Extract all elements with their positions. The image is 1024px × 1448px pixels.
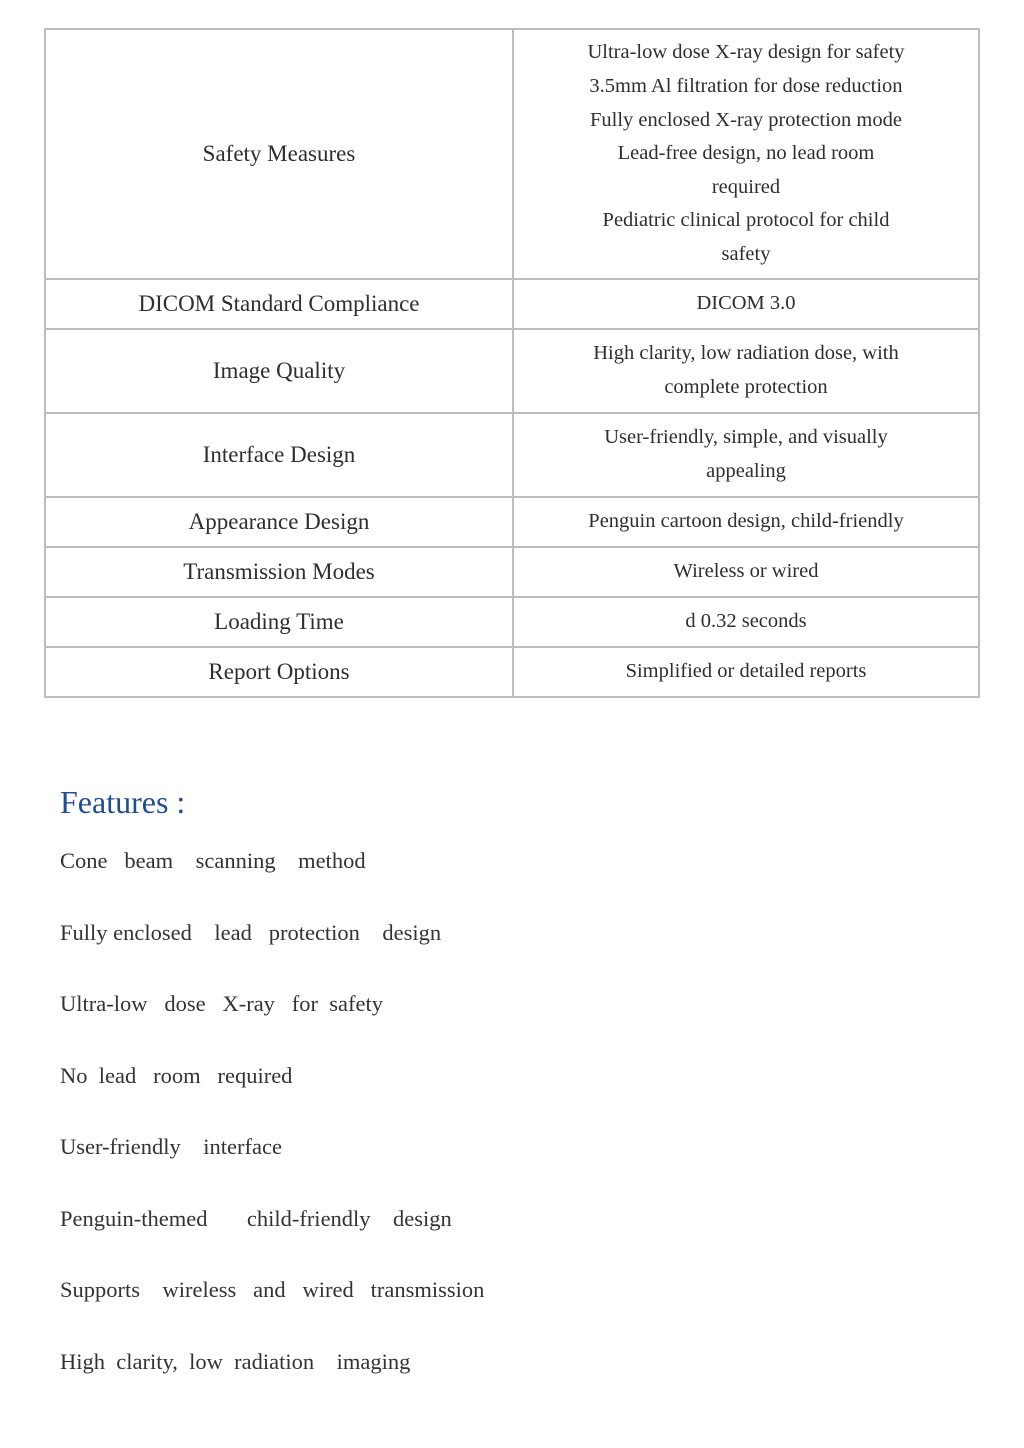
feature-item: Cone beam scanning method	[60, 848, 366, 873]
row-label: Loading Time	[45, 597, 513, 647]
value-line: High clarity, low radiation dose, with	[593, 342, 899, 365]
row-label: Interface Design	[45, 413, 513, 497]
row-value	[513, 413, 979, 497]
row-label: Report Options	[45, 647, 513, 697]
row-label: Safety Measures	[45, 29, 513, 279]
row-value	[513, 329, 979, 413]
feature-item: User-friendly interface	[60, 1134, 282, 1159]
feature-item: Supports wireless and wired transmission	[60, 1277, 485, 1302]
value-line: Fully enclosed X-ray protection mode	[590, 108, 902, 131]
value-line: safety	[721, 242, 771, 265]
value-line: d 0.32 seconds	[685, 610, 807, 633]
row-label: Transmission Modes	[45, 547, 513, 597]
feature-item: No lead room required	[60, 1062, 293, 1088]
row-value	[513, 29, 979, 279]
table-row-safety-measures	[45, 29, 979, 279]
feature-item: Ultra-low dose X-ray for safety	[60, 991, 384, 1016]
table-row-dicom-compliance	[45, 279, 979, 329]
row-value	[513, 279, 979, 329]
row-label: Image Quality	[45, 329, 513, 413]
value-line: User-friendly, simple, and visually	[604, 426, 888, 449]
value-line: Penguin cartoon design, child-friendly	[588, 510, 904, 533]
row-label: DICOM Standard Compliance	[45, 279, 513, 329]
value-line: Pediatric clinical protocol for child	[602, 209, 890, 232]
value-line: Wireless or wired	[673, 560, 819, 583]
table-row-loading-time	[45, 597, 979, 647]
row-value	[513, 497, 979, 547]
table-row-appearance-design	[45, 497, 979, 547]
value-line: Simplified or detailed reports	[625, 660, 867, 683]
row-value	[513, 597, 979, 647]
row-value	[513, 647, 979, 697]
table-row-transmission-modes	[45, 547, 979, 597]
specifications-table	[44, 28, 980, 698]
table-row-report-options	[45, 647, 979, 697]
features-heading: Features :	[60, 784, 186, 820]
row-label: Appearance Design	[45, 497, 513, 547]
value-line: 3.5mm Al filtration for dose reduction	[589, 75, 903, 98]
table-row-interface-design	[45, 413, 979, 497]
feature-item: Fully enclosed lead protection design	[60, 919, 442, 945]
value-line: Lead-free design, no lead room	[617, 142, 875, 165]
row-value	[513, 547, 979, 597]
features-list	[60, 845, 484, 1417]
value-line: required	[711, 175, 781, 198]
value-line: appealing	[706, 460, 786, 482]
value-line: complete protection	[664, 376, 828, 398]
value-line: DICOM 3.0	[696, 292, 796, 315]
feature-item: High clarity, low radiation imaging	[60, 1348, 411, 1374]
value-line: Ultra-low dose X-ray design for safety	[587, 41, 905, 64]
table-row-image-quality	[45, 329, 979, 413]
feature-item: Penguin-themed child-friendly design	[60, 1205, 452, 1231]
